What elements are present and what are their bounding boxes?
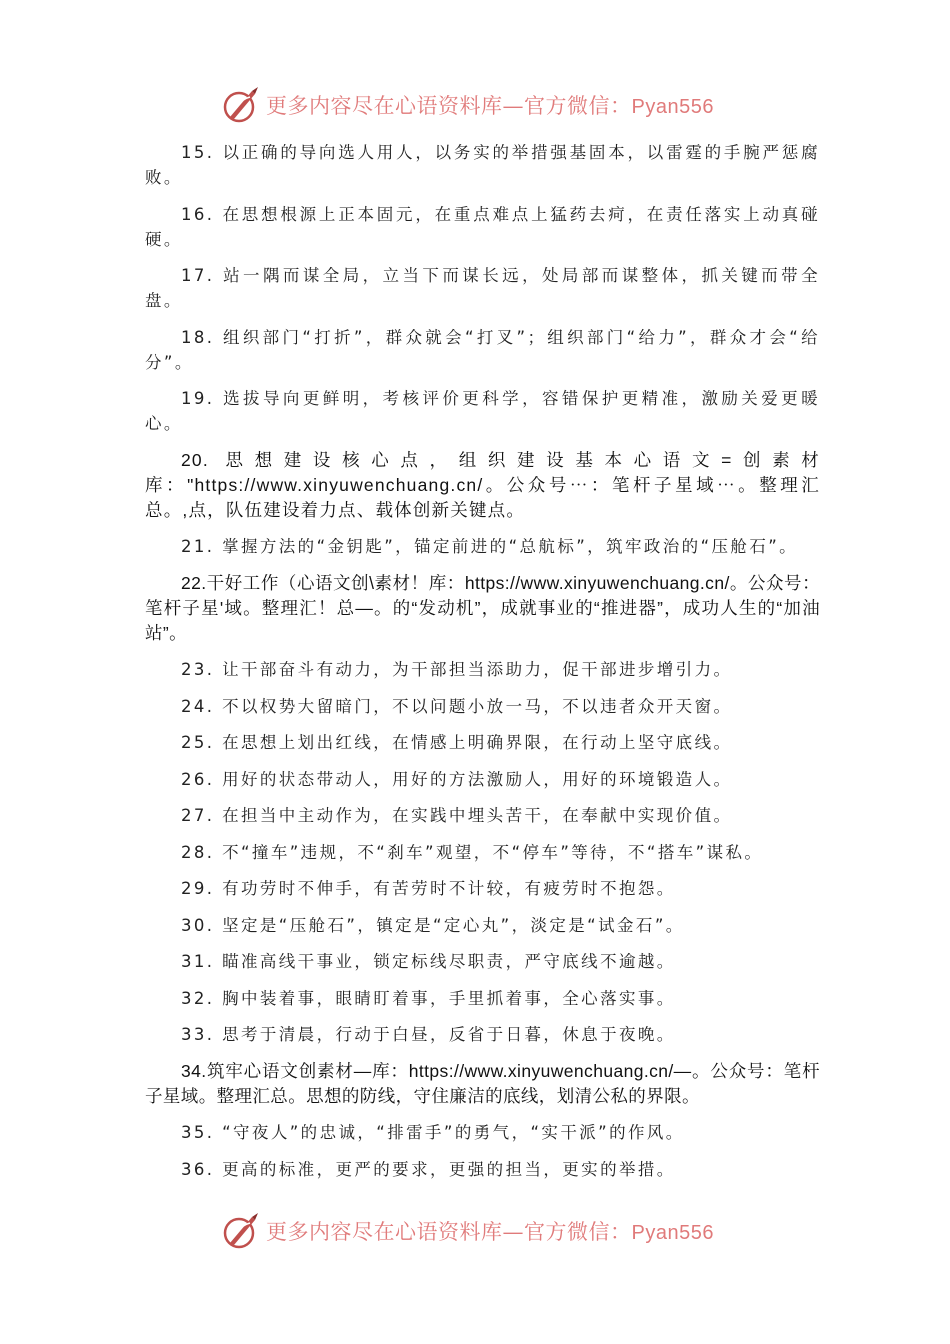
list-item: 22.干好工作（心语文创\素材！库：https://www.xinyuwenchuang.cn/。公众号：笔杆子星'域。整理汇！总—。的“发动机”，成就事业的“推进器”，成功人生的“加油站”。 [145, 572, 820, 643]
list-item: 25. 在思想上划出红线，在情感上明确界限，在行动上坚守底线。 [181, 733, 733, 752]
list-item: 36. 更高的标准，更严的要求，更强的担当，更实的举措。 [181, 1159, 676, 1179]
quill-pen-logo-icon [222, 1211, 262, 1251]
document-body [145, 140, 820, 1193]
list-item: 28. 不“撞车”违规，不“刹车”观望，不“停车”等待，不“搭车”谋私。 [181, 842, 764, 862]
list-item: 34.筑牢心语文创素材—库：https://www.xinyuwenchuang.cn/—。公众号：笔杆子星域。整理汇总。思想的防线，守住廉洁的底线，划清公私的界限。 [145, 1060, 820, 1106]
header-banner-text: 更多内容尽在心语资料库—官方微信：Pyan556 [266, 94, 714, 118]
quill-pen-logo-icon [222, 85, 262, 125]
list-item: 30. 坚定是“压舱石”，镇定是“定心丸”，淡定是“试金石”。 [181, 915, 685, 935]
list-item: 21. 掌握方法的“金钥匙”，锚定前进的“总航标”，筑牢政治的“压舱石”。 [181, 537, 799, 556]
list-item: 26. 用好的状态带动人，用好的方法激励人，用好的环境锻造人。 [181, 769, 733, 789]
list-item: 18. 组织部门“打折”，群众就会“打叉”；组织部门“给力”，群众才会“给分”。 [145, 327, 820, 372]
list-item: 15. 以正确的导向选人用人，以务实的举措强基固本，以雷霆的手腕严惩腐败。 [145, 143, 820, 187]
footer-banner [222, 1206, 742, 1256]
footer-wechat-id: Pyan556 [631, 1222, 714, 1244]
list-item: 16. 在思想根源上正本固元，在重点难点上猛药去疴，在责任落实上动真碰硬。 [145, 204, 820, 249]
footer-banner-text: 更多内容尽在心语资料库—官方微信：Pyan556 [266, 1220, 714, 1244]
list-item: 35. “守夜人”的忠诚，“排雷手”的勇气，“实干派”的作风。 [181, 1123, 685, 1142]
header-wechat-id: Pyan556 [631, 96, 714, 118]
list-item: 32. 胸中装着事，眼睛盯着事，手里抓着事，全心落实事。 [181, 988, 676, 1008]
list-item: 27. 在担当中主动作为，在实践中埋头苦干，在奉献中实现价值。 [181, 806, 733, 825]
list-item: 33. 思考于清晨，行动于白昼，反省于日暮，休息于夜晚。 [181, 1025, 676, 1044]
list-item: 24. 不以权势大留暗门，不以问题小放一马，不以违者众开天窗。 [181, 696, 733, 716]
list-item: 20. 思想建设核心点，组织建设基本心语文=创素材库："https://www.xinyuwenchuang.cn/。公众号⋯：笔杆子星域⋯。整理汇总。,点，队伍建设着力点、载体创新关键点。 [145, 449, 820, 520]
list-item: 29. 有功劳时不伸手，有苦劳时不计较，有疲劳时不抱怨。 [181, 879, 676, 898]
list-item: 31. 瞄准高线干事业，锁定标线尽职责，严守底线不逾越。 [181, 952, 676, 971]
list-item: 17. 站一隅而谋全局，立当下而谋长远，处局部而谋整体，抓关键而带全盘。 [145, 266, 820, 310]
list-item: 19. 选拔导向更鲜明，考核评价更科学，容错保护更精准，激励关爱更暖心。 [145, 389, 820, 433]
list-item: 23. 让干部奋斗有动力，为干部担当添助力，促干部进步增引力。 [181, 660, 733, 679]
header-banner [222, 80, 742, 130]
